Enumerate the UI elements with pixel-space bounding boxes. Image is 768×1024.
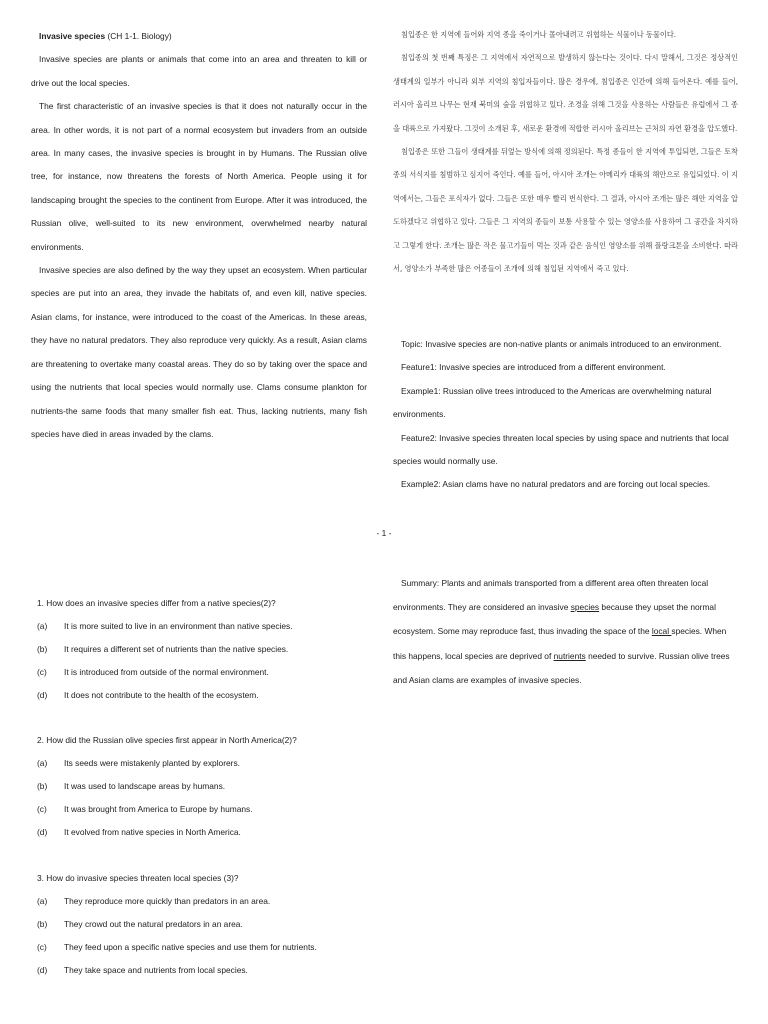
outline-feature1: Feature1: Invasive species are introduced from a different environment.: [401, 362, 666, 373]
article-heading: [31, 25, 367, 48]
outline-example1: Example1: Russian olive trees introduced to the Americas are overwhelming natural environments.: [393, 385, 712, 420]
option-label: (b): [37, 918, 48, 929]
article-paragraph: The first characteristic of an invasive species is that it does not naturally occur in the area. In other words, it is not part of a normal ecosystem but invaders from an outside area. In many cases, the invasive species is brought in by Humans. The Russian olive tree, for instance, now threatens the forests of North America. People using it for landscaping brought the species to the continent from Europe. After it was introduced, the Russian olive, well-suited to its new environment, overwhelmed nearby natural environments.: [31, 101, 367, 252]
outline-example2: Example2: Asian clams have no natural predators and are forcing out local species.: [401, 479, 711, 490]
answer-option[interactable]: [37, 917, 367, 931]
summary-part: Summary: Plants and animals transported from a different area often threaten local environments. They are considered an invasive: [393, 578, 709, 613]
answer-option[interactable]: [37, 963, 367, 977]
question-1: [37, 596, 367, 711]
option-text: It was used to landscape areas by humans.: [64, 780, 226, 791]
question-text: 1. How does an invasive species differ from a native species(2)?: [37, 598, 276, 608]
option-text: It evolved from native species in North America.: [64, 826, 241, 837]
answer-option[interactable]: [37, 619, 367, 633]
article-title: Invasive species: [39, 31, 106, 41]
option-text: It does not contribute to the health of the ecosystem.: [64, 689, 259, 700]
summary-blank: species: [570, 602, 600, 613]
korean-paragraph: 침입종은 한 지역에 들어와 지역 종을 죽이거나 몰아내려고 위협하는 식물이나 동물이다.: [401, 30, 677, 39]
summary-blank: local: [651, 626, 672, 637]
summary-part: species. When this happens, local species are deprived of: [393, 626, 727, 661]
page-number: - 1 -: [376, 528, 392, 538]
answer-option[interactable]: [37, 665, 367, 679]
outline: [393, 333, 738, 497]
english-article: [31, 25, 367, 446]
summary-text: [393, 571, 738, 692]
article-paragraph: Invasive species are plants or animals that come into an area and threaten to kill or drive out the local species.: [31, 54, 367, 88]
option-label: (c): [37, 803, 47, 814]
option-label: (c): [37, 941, 47, 952]
answer-option[interactable]: [37, 756, 367, 770]
answer-option[interactable]: [37, 894, 367, 908]
option-text: Its seeds were mistakenly planted by explorers.: [64, 758, 240, 768]
option-text: They feed upon a specific native species and use them for nutrients.: [64, 941, 317, 952]
option-text: It is introduced from outside of the normal environment.: [64, 666, 269, 677]
option-label: (d): [37, 689, 48, 700]
summary-part: needed to survive. Russian olive trees and Asian clams are examples of invasive species.: [393, 650, 730, 685]
option-text: It is more suited to live in an environment than native species.: [64, 621, 293, 631]
korean-paragraph: 침입종은 또한 그들이 생태계를 뒤엎는 방식에 의해 정의된다. 특정 종들이 한 지역에 투입되면, 그들은 토착종의 서식지를 침범하고 심지어 죽인다. 예를 들어, 아시아 조개는 아메리카 대륙의 해안으로 유입되었다. 이 지역에서는, 그들은 포식자가 없다. 그들은 또한 매우 빨리 번식한다. 그 결과, 아시아 조개는 많은 해안 지역을 압도하겠다고 위협하고 있다. 그들은 그 지역의 종들이 보통 사용할 수 있는 영양소를 사용하여 그 공간을 차지하고 그렇게 한다. 조개는 많은 작은 물고기들이 먹는 것과 같은 음식인 영양소를 위해 플랑크톤을 소비한다. 따라서, 영양소가 부족한 많은 어종들이 조개에 의해 침입된 지역에서 죽고 있다.: [393, 147, 738, 274]
outline-feature2: Feature2: Invasive species threaten local species by using space and nutrients that local species would normally use.: [393, 432, 729, 467]
option-label: (a): [37, 758, 48, 768]
answer-option[interactable]: [37, 642, 367, 656]
option-text: They reproduce more quickly than predators in an area.: [64, 896, 271, 906]
option-label: (b): [37, 780, 48, 791]
option-label: (c): [37, 666, 47, 677]
answer-option[interactable]: [37, 802, 367, 816]
answer-option[interactable]: [37, 940, 367, 954]
summary-part: because they upset the normal ecosystem. Some may reproduce fast, thus invading the space of the: [393, 602, 716, 637]
korean-paragraph: 침입종의 첫 번째 특징은 그 지역에서 자연적으로 발생하지 않는다는 것이다. 다시 말해서, 그것은 정상적인 생태계의 일부가 아니라 외부 지역의 침입자들이다. 많은 경우에, 침입종은 인간에 의해 들어온다. 예를 들어, 러시아 올리브 나무는 현재 북미의 숲을 위협하고 있다. 조경을 위해 그것을 사용하는 사람들은 유럽에서 그 종을 대륙으로 가져왔다. 그것이 소개된 후, 새로운 환경에 적합한 러시아 올리브는 근처의 자연 환경을 압도했다.: [393, 53, 738, 133]
answer-option[interactable]: [37, 825, 367, 839]
answer-option[interactable]: [37, 688, 367, 702]
option-text: They crowd out the natural predators in an area.: [64, 918, 243, 929]
summary: [393, 571, 738, 692]
answer-option[interactable]: [37, 779, 367, 793]
article-chapter: (CH 1-1. Biology): [105, 31, 172, 41]
option-label: (b): [37, 643, 48, 654]
outline-topic: Topic: Invasive species are non-native plants or animals introduced to an environment.: [401, 339, 722, 349]
question-3: [37, 871, 367, 986]
option-text: It requires a different set of nutrients than the native species.: [64, 643, 289, 654]
option-label: (d): [37, 964, 48, 975]
question-2: [37, 733, 367, 848]
option-text: They take space and nutrients from local species.: [64, 964, 248, 975]
article-paragraph: Invasive species are also defined by the way they upset an ecosystem. When particular species are put into an area, they invade the habitats of, and even kill, native species. Asian clams, for instance, were introduced to the coast of the Americas. In these areas, they have no natural predators. They also reproduce very quickly. As a result, Asian clams are threatening to overtake many coastal areas. They do so by taking over the space and using the nutrients that local species would normally use. Clams consume plankton for nutrients-the same foods that many smaller fish eat. Thus, lacking nutrients, many fish species have died in areas invaded by the clams.: [31, 265, 367, 439]
option-label: (a): [37, 896, 48, 906]
summary-blank: nutrients: [553, 650, 586, 661]
korean-translation: [393, 23, 738, 280]
question-text: 2. How did the Russian olive species first appear in North America(2)?: [37, 735, 297, 745]
option-label: (d): [37, 826, 48, 837]
option-label: (a): [37, 621, 48, 631]
option-text: It was brought from America to Europe by humans.: [64, 803, 253, 814]
question-text: 3. How do invasive species threaten local species (3)?: [37, 873, 239, 883]
